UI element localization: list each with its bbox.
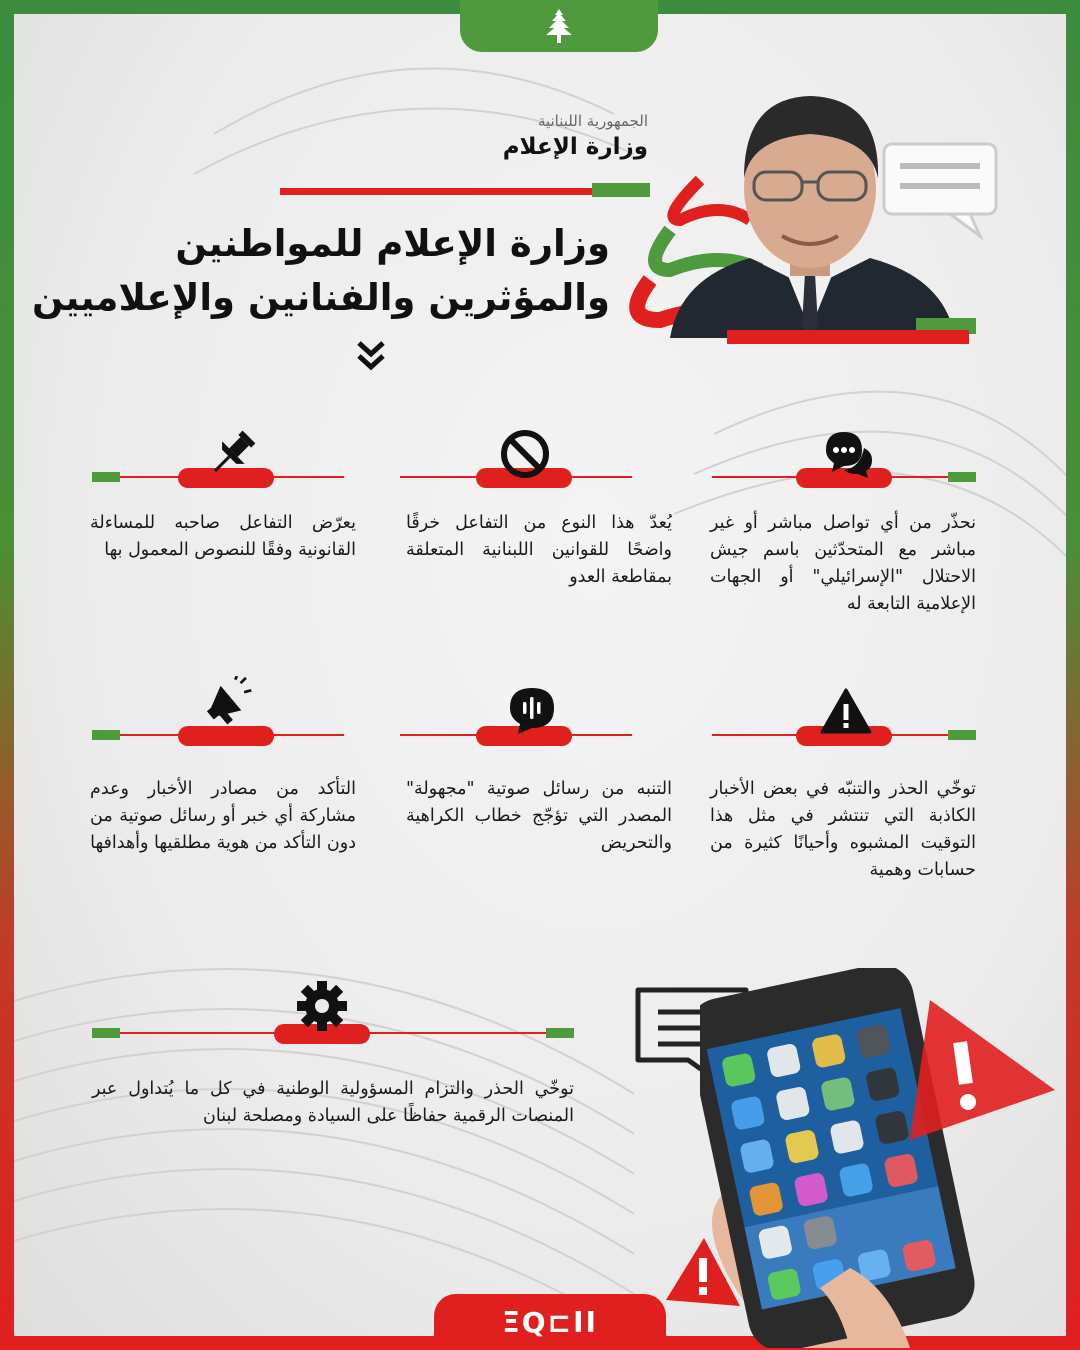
item-text-1: نحذّر من أي تواصل مباشر أو غير مباشر مع المتحدّثين باسم جيش الاحتلال "الإسرائيلي" أو الجهات الإعلامية التابعة له	[710, 513, 976, 614]
warning-icon	[820, 686, 872, 738]
warning-triangle-small-decor	[664, 1234, 742, 1314]
prohibited-icon	[499, 428, 551, 480]
pushpin-icon	[206, 428, 258, 480]
item-text-6: التأكد من مصادر الأخبار وعدم مشاركة أي خبر أو رسائل صوتية من دون التأكد من هوية مطلقيها وأهدافها	[90, 779, 356, 853]
republic-label: الجمهورية اللبنانية	[537, 112, 648, 130]
item-text-4: توخّي الحذر والتنبّه في بعض الأخبار الكاذبة التي تنتشر في مثل هذا التوقيت المشبوه وأحيانًا كثيرة من حسابات وهمية	[710, 779, 976, 880]
double-chevron-down-icon	[356, 340, 386, 372]
gear-icon	[296, 980, 348, 1032]
chat-bubbles-icon	[822, 428, 874, 480]
page-title-line1: وزارة الإعلام للمواطنين	[175, 222, 610, 265]
header-red-stripe	[280, 188, 592, 195]
minister-portrait	[660, 68, 960, 338]
row3-right-endcap	[546, 1028, 574, 1038]
row2-left-endcap	[92, 730, 120, 740]
footer-logo: ΞQ⊏ΙΙ	[502, 1305, 598, 1339]
item-text-2: يُعدّ هذا النوع من التفاعل خرقًا واضحًا للقوانين اللبنانية المتعلقة بمقاطعة العدو	[406, 513, 672, 587]
portrait-red-bar	[727, 330, 969, 344]
row1-right-endcap	[948, 472, 976, 482]
row2-right-endcap	[948, 730, 976, 740]
row3-left-endcap	[92, 1028, 120, 1038]
row1-left-endcap	[92, 472, 120, 482]
footer-logo-tab	[434, 1294, 666, 1350]
voice-message-icon	[506, 684, 558, 736]
item-text-5: التنبه من رسائل صوتية "مجهولة" المصدر التي تؤجّج خطاب الكراهية والتحريض	[406, 779, 672, 853]
item-text-7: توخّي الحذر والتزام المسؤولية الوطنية في كل ما يُتداول عبر المنصات الرقمية حفاظًا على السيادة ومصلحة لبنان	[92, 1079, 574, 1126]
cedar-icon	[546, 9, 572, 43]
megaphone-icon	[202, 676, 254, 728]
page-title-line2: والمؤثرين والفنانين والإعلاميين	[32, 276, 610, 319]
warning-triangle-large-decor	[890, 990, 1060, 1150]
row2-left-pill	[178, 726, 274, 746]
item-text-3: يعرّض التفاعل صاحبه للمساءلة القانونية وفقًا للنصوص المعمول بها	[90, 513, 356, 560]
ministry-label: وزارة الإعلام	[502, 134, 648, 160]
top-cedar-tab	[460, 0, 658, 52]
